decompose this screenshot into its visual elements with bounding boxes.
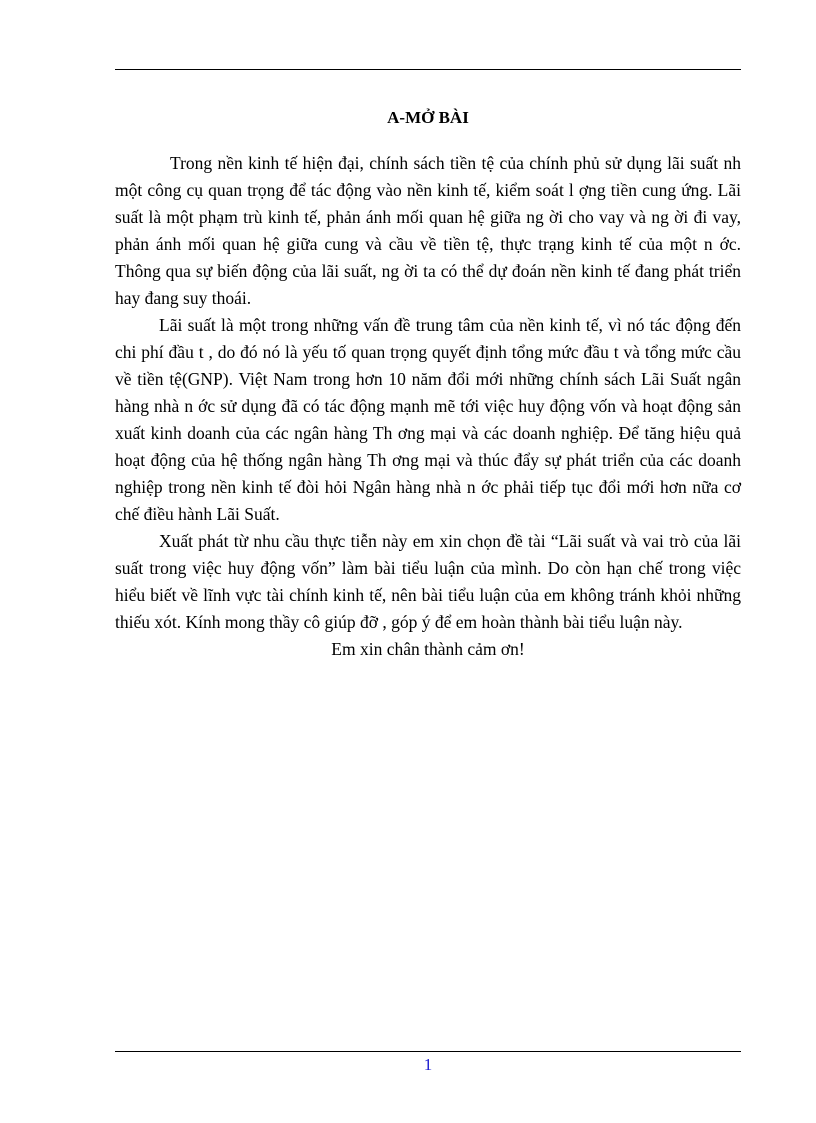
paragraph-intro: Trong nền kinh tế hiện đại, chính sách tiền tệ của chính phủ sử dụng lãi suất nh một công cụ quan trọng để tác động vào nền kinh tế, kiểm soát l ợng tiền cung ứng. Lãi suất là một phạm trù kinh tế, phản ánh mối quan hệ giữa ng ời cho vay và ng ời đi vay, phản ánh mối quan hệ giữa cung và cầu về tiền tệ, thực trạng kinh tế của một n ớc. Thông qua sự biến động của lãi suất, ng ời ta có thể dự đoán nền kinh tế đang phát triển hay đang suy thoái. (115, 153, 741, 308)
page-number: 1 (423, 1055, 433, 1074)
closing-thanks: Em xin chân thành cảm ơn! (331, 639, 525, 659)
page-title: A-MỞ BÀI (387, 108, 469, 127)
paragraph-interest-rate: Lãi suất là một trong những vấn đề trung tâm của nền kinh tế, vì nó tác động đến chi phí đầu t , do đó nó là yếu tố quan trọng quyết định tổng mức đầu t và tổng mức cầu về tiền tệ(GNP). Việt Nam trong hơn 10 năm đổi mới những chính sách Lãi Suất ngân hàng nhà n ớc sử dụng đã có tác động mạnh mẽ tới việc huy động vốn và hoạt động sản xuất kinh doanh của các ngân hàng Th ơng mại và các doanh nghiệp. Để tăng hiệu quả hoạt động của hệ thống ngân hàng Th ơng mại và thúc đẩy sự phát triển của các doanh nghiệp trong nền kinh tế đòi hỏi Ngân hàng nhà n ớc phải tiếp tục đổi mới hơn nữa cơ chế điều hành Lãi Suất. (115, 315, 741, 524)
header-rule (115, 69, 741, 70)
document-body (115, 150, 741, 663)
paragraph-topic: Xuất phát từ nhu cầu thực tiễn này em xin chọn đề tài “Lãi suất và vai trò của lãi suất trong việc huy động vốn” làm bài tiểu luận của mình. Do còn hạn chế trong việc hiểu biết về lĩnh vực tài chính kinh tế, nên bài tiểu luận của em không tránh khỏi những thiếu xót. Kính mong thầy cô giúp đỡ , góp ý để em hoàn thành bài tiểu luận này. (115, 531, 741, 632)
footer-rule (115, 1051, 741, 1052)
